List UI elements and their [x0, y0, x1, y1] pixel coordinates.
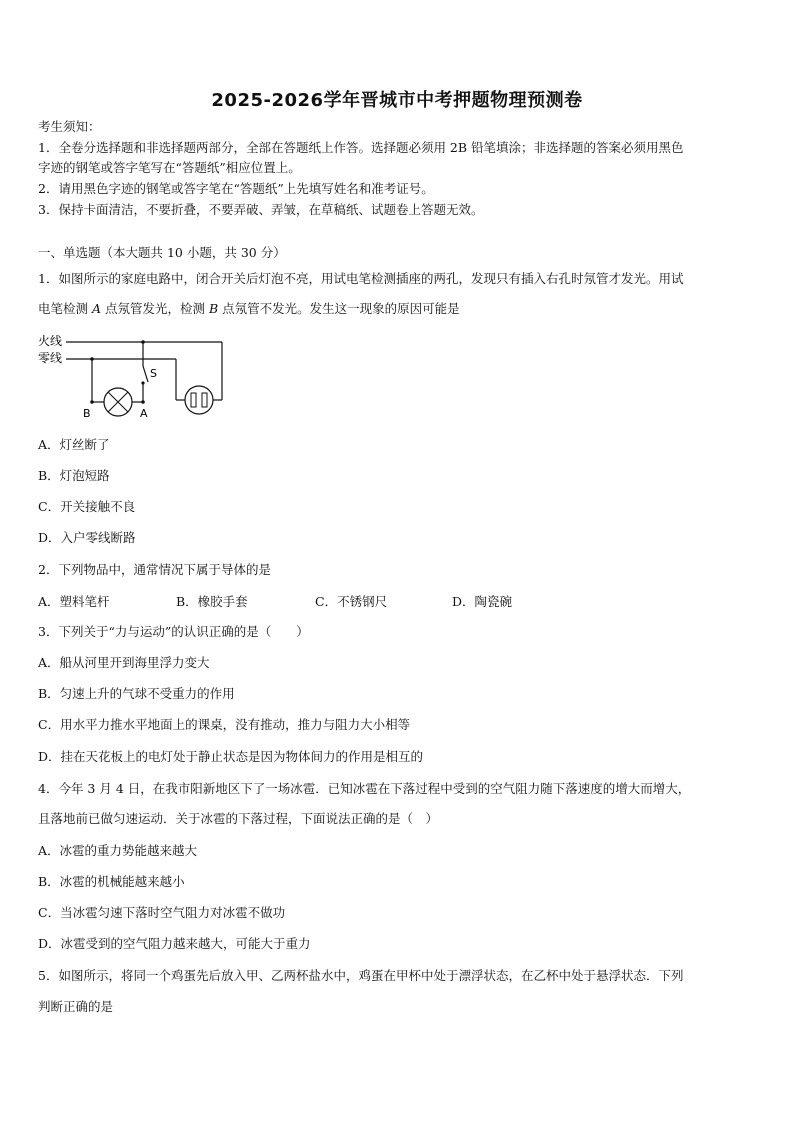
- point-b-text: B: [83, 407, 91, 420]
- option: A．冰雹的重力势能越来越大: [38, 843, 198, 858]
- option: B．冰雹的机械能越来越小: [38, 874, 185, 889]
- option: B．灯泡短路: [38, 468, 110, 483]
- question-1-line-2: [38, 300, 760, 318]
- circuit-diagram: [36, 330, 236, 422]
- option: C．当冰雹匀速下落时空气阻力对冰雹不做功: [38, 905, 286, 920]
- question-2-stem: 2．下列物品中，通常情况下属于导体的是: [38, 562, 271, 577]
- option: C．开关接触不良: [38, 499, 136, 514]
- option: D．冰雹受到的空气阻力越来越大，可能大于重力: [38, 936, 311, 951]
- notice-item: 字迹的钢笔或答字笔写在“答题纸”相应位置上。: [38, 160, 301, 175]
- option: B．橡胶手套: [176, 594, 248, 609]
- question-3-stem: 3．下列关于“力与运动”的认识正确的是（ ）: [38, 624, 309, 639]
- live-wire-label: 火线: [38, 334, 63, 348]
- option: C．用水平力推水平地面上的课桌，没有推动，推力与阻力大小相等: [38, 717, 411, 732]
- option: D．入户零线断路: [38, 530, 136, 545]
- option: B．匀速上升的气球不受重力的作用: [38, 686, 235, 701]
- switch-label: S: [150, 367, 157, 380]
- text-span: 电笔检测: [38, 301, 92, 316]
- notice-item: 1．全卷分选择题和非选择题两部分，全部在答题纸上作答。选择题必须用 2B 铅笔填涂；非选择题的答案必须用黑色: [38, 140, 684, 155]
- notice-item: 3．保持卡面清洁，不要折叠，不要弄破、弄皱，在草稿纸、试题卷上答题无效。: [38, 202, 484, 217]
- question-5-line-1: 5．如图所示，将同一个鸡蛋先后放入甲、乙两杯盐水中，鸡蛋在甲杯中处于漂浮状态，在乙杯中处于悬浮状态．下列: [38, 968, 684, 983]
- point-b-label: B: [208, 301, 219, 316]
- section-heading: 一、单选题（本大题共 10 小题，共 30 分）: [38, 245, 286, 260]
- notice-heading: 考生须知：: [38, 119, 101, 134]
- point-a-dot: [141, 400, 145, 404]
- question-5-line-2: 判断正确的是: [38, 999, 114, 1014]
- notice-item: 2．请用黑色字迹的钢笔或答字笔在“答题纸”上先填写姓名和准考证号。: [38, 181, 434, 196]
- point-a-text: A: [140, 407, 148, 420]
- option: C．不锈钢尺: [315, 594, 388, 609]
- socket-hole-right: [202, 393, 207, 407]
- point-a-label: A: [91, 301, 102, 316]
- option: A．船从河里开到海里浮力变大: [38, 655, 210, 670]
- option: A．塑料笔杆: [38, 594, 110, 609]
- option: A．灯丝断了: [38, 437, 110, 452]
- text-span: 点氖管发光，检测: [101, 301, 209, 316]
- neutral-wire-label: 零线: [38, 351, 63, 365]
- question-4-line-1: 4．今年 3 月 4 日，在我市阳新地区下了一场冰雹．已知冰雹在下落过程中受到的空气阻力随下落速度的增大而增大，: [38, 781, 691, 796]
- switch-blade: [143, 366, 148, 382]
- junction-dot: [141, 340, 145, 344]
- junction-dot: [90, 357, 94, 361]
- socket-icon: [185, 386, 213, 414]
- point-b-dot: [90, 400, 94, 404]
- question-1-line-1: 1．如图所示的家庭电路中，闭合开关后灯泡不亮，用试电笔检测插座的两孔，发现只有插入右孔时氖管才发光。用试: [38, 271, 684, 286]
- text-span: 点氖管不发光。发生这一现象的原因可能是: [218, 301, 460, 316]
- page-title: 2025-2026学年晋城市中考押题物理预测卷: [211, 90, 583, 111]
- question-4-line-2: 且落地前已做匀速运动．关于冰雹的下落过程，下面说法正确的是（ ）: [38, 811, 439, 826]
- socket-hole-left: [191, 393, 196, 407]
- option: D．陶瓷碗: [452, 594, 513, 609]
- option: D．挂在天花板上的电灯处于静止状态是因为物体间力的作用是相互的: [38, 749, 424, 764]
